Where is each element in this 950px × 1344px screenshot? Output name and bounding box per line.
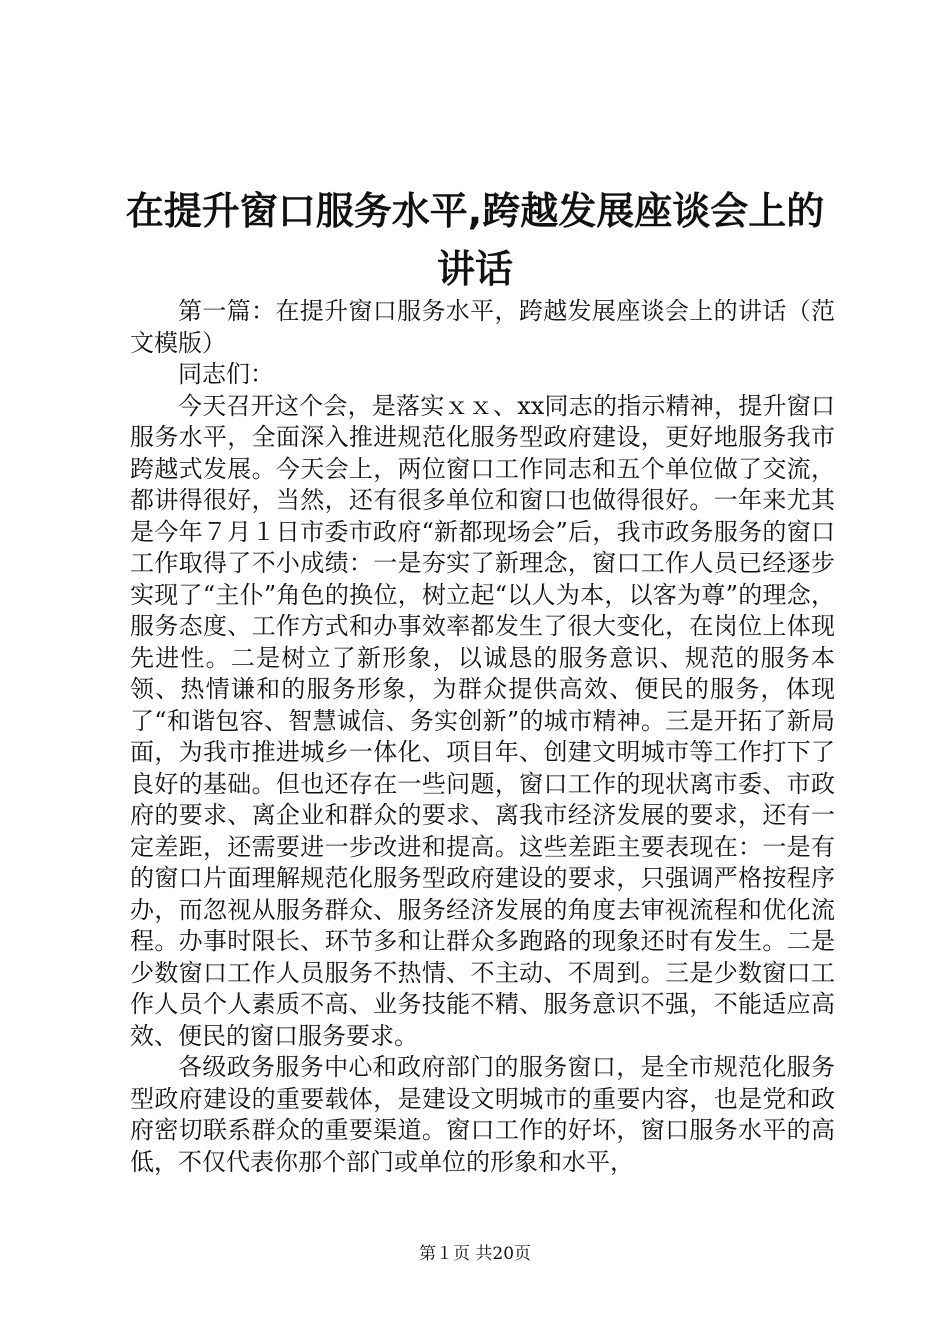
page-footer: 第１页 共20页 bbox=[418, 1244, 532, 1264]
salutation: 同志们： bbox=[178, 360, 274, 388]
body-paragraph: 各级政务服务中心和政府部门的服务窗口，是全市规范化服务型政府建设的重要载体，是建设文明城市的重要内容，也是党和政府密切联系群众的重要渠道。窗口工作的好坏，窗口服务水平的高低，不仅代表你那个部门或单位的形象和水平， bbox=[130, 1053, 835, 1176]
document-body bbox=[130, 296, 835, 1178]
body-paragraph: 今天召开这个会，是落实ｘｘ、xx同志的指示精神，提升窗口服务水平，全面深入推进规范化服务型政府建设，更好地服务我市跨越式发展。今天会上，两位窗口工作同志和五个单位做了交流，都讲得很好，当然，还有很多单位和窗口也做得很好。一年来尤其是今年７月１日市委市政府“新都现场会”后，我市政务服务的窗口工作取得了不小成绩：一是夯实了新理念，窗口工作人员已经逐步实现了“主仆”角色的换位，树立起“以人为本，以客为尊”的理念，服务态度、工作方式和办事效率都发生了很大变化，在岗位上体现先进性。二是树立了新形象，以诚恳的服务意识、规范的服务本领、热情谦和的服务形象，为群众提供高效、便民的服务，体现了“和谐包容、智慧诚信、务实创新”的城市精神。三是开拓了新局面，为我市推进城乡一体化、项目年、创建文明城市等工作打下了良好的基础。但也还存在一些问题，窗口工作的现状离市委、市政府的要求、离企业和群众的要求、离我市经济发展的要求，还有一定差距，还需要进一步改进和提高。这些差距主要表现在：一是有的窗口片面理解规范化服务型政府建设的要求，只强调严格按程序办，而忽视从服务群众、服务经济发展的角度去审视流程和优化流程。办事时限长、环节多和让群众多跑路的现象还时有发生。二是少数窗口工作人员服务不热情、不主动、不周到。三是少数窗口工作人员个人素质不高、业务技能不精、服务意识不强，不能适应高效、便民的窗口服务要求。 bbox=[130, 391, 835, 1050]
document-title: 在提升窗口服务水平,跨越发展座谈会上的讲话 bbox=[125, 189, 825, 291]
section-heading: 第一篇：在提升窗口服务水平，跨越发展座谈会上的讲话（范文模版） bbox=[130, 297, 835, 357]
